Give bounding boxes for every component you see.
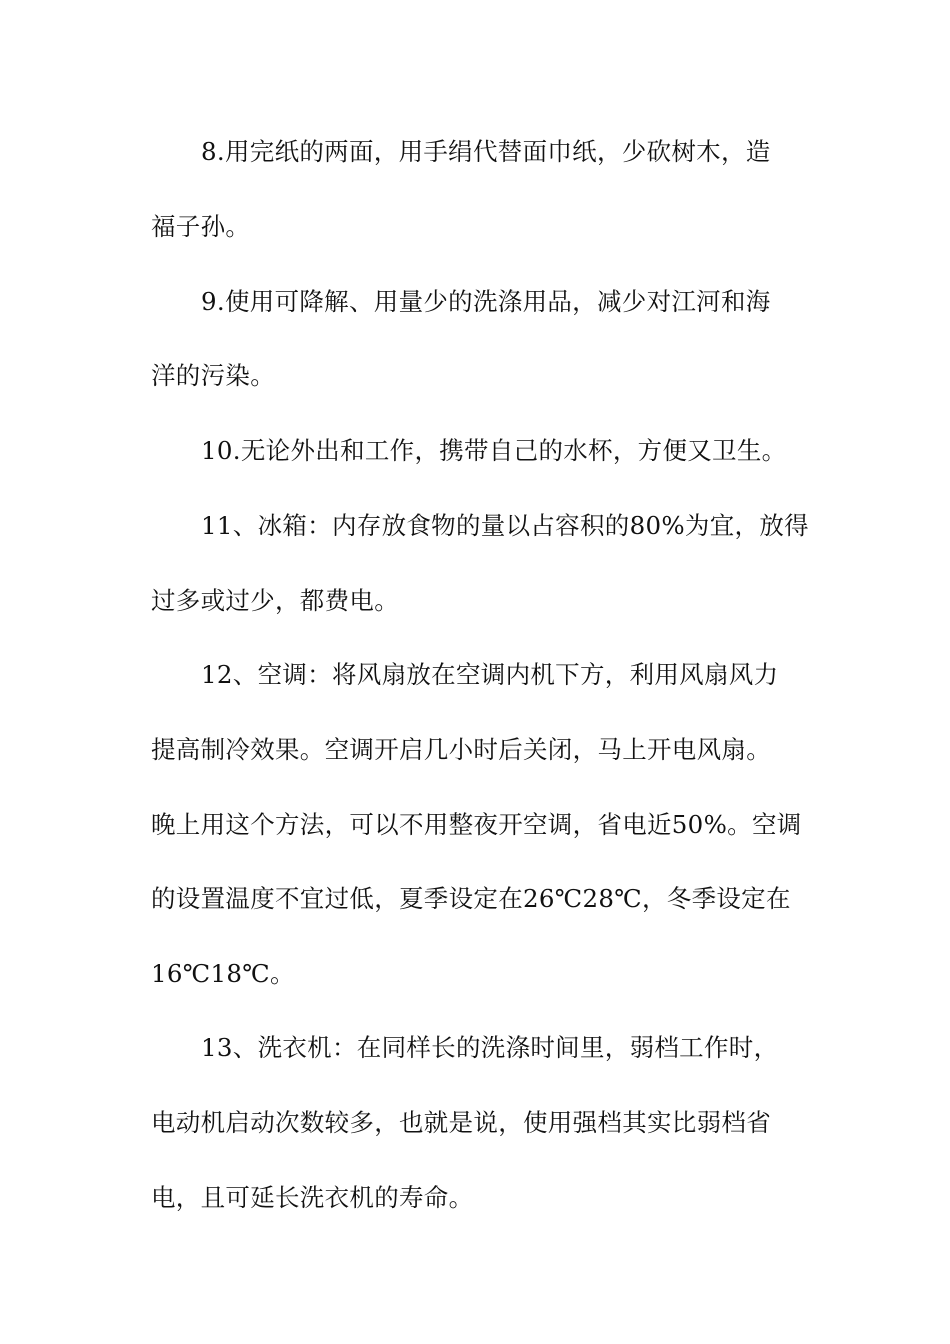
text-line: 12、空调：将风扇放在空调内机下方，利用风扇风力 [201,660,779,689]
text-line: 16℃18℃。 [151,959,295,988]
text-line: 10.无论外出和工作，携带自己的水杯，方便又卫生。 [201,436,787,465]
text-line: 福子孙。 [151,212,251,241]
text-line: 的设置温度不宜过低，夏季设定在26℃28℃，冬季设定在 [151,884,791,913]
text-line: 13、洗衣机：在同样长的洗涤时间里，弱档工作时， [201,1033,779,1062]
text-line: 8.用完纸的两面，用手绢代替面巾纸，少砍树木，造 [201,137,771,166]
text-line: 11、冰箱：内存放食物的量以占容积的80%为宜，放得 [201,511,809,540]
text-line: 晚上用这个方法，可以不用整夜开空调，省电近50%。空调 [151,810,802,839]
text-line: 过多或过少，都费电。 [151,586,399,615]
text-line: 电，且可延长洗衣机的寿命。 [151,1183,474,1212]
text-line: 电动机启动次数较多，也就是说，使用强档其实比弱档省 [151,1108,771,1137]
text-line: 洋的污染。 [151,361,275,390]
text-line: 9.使用可降解、用量少的洗涤用品，减少对江河和海 [201,287,771,316]
text-line: 提高制冷效果。空调开启几小时后关闭，马上开电风扇。 [151,735,771,764]
